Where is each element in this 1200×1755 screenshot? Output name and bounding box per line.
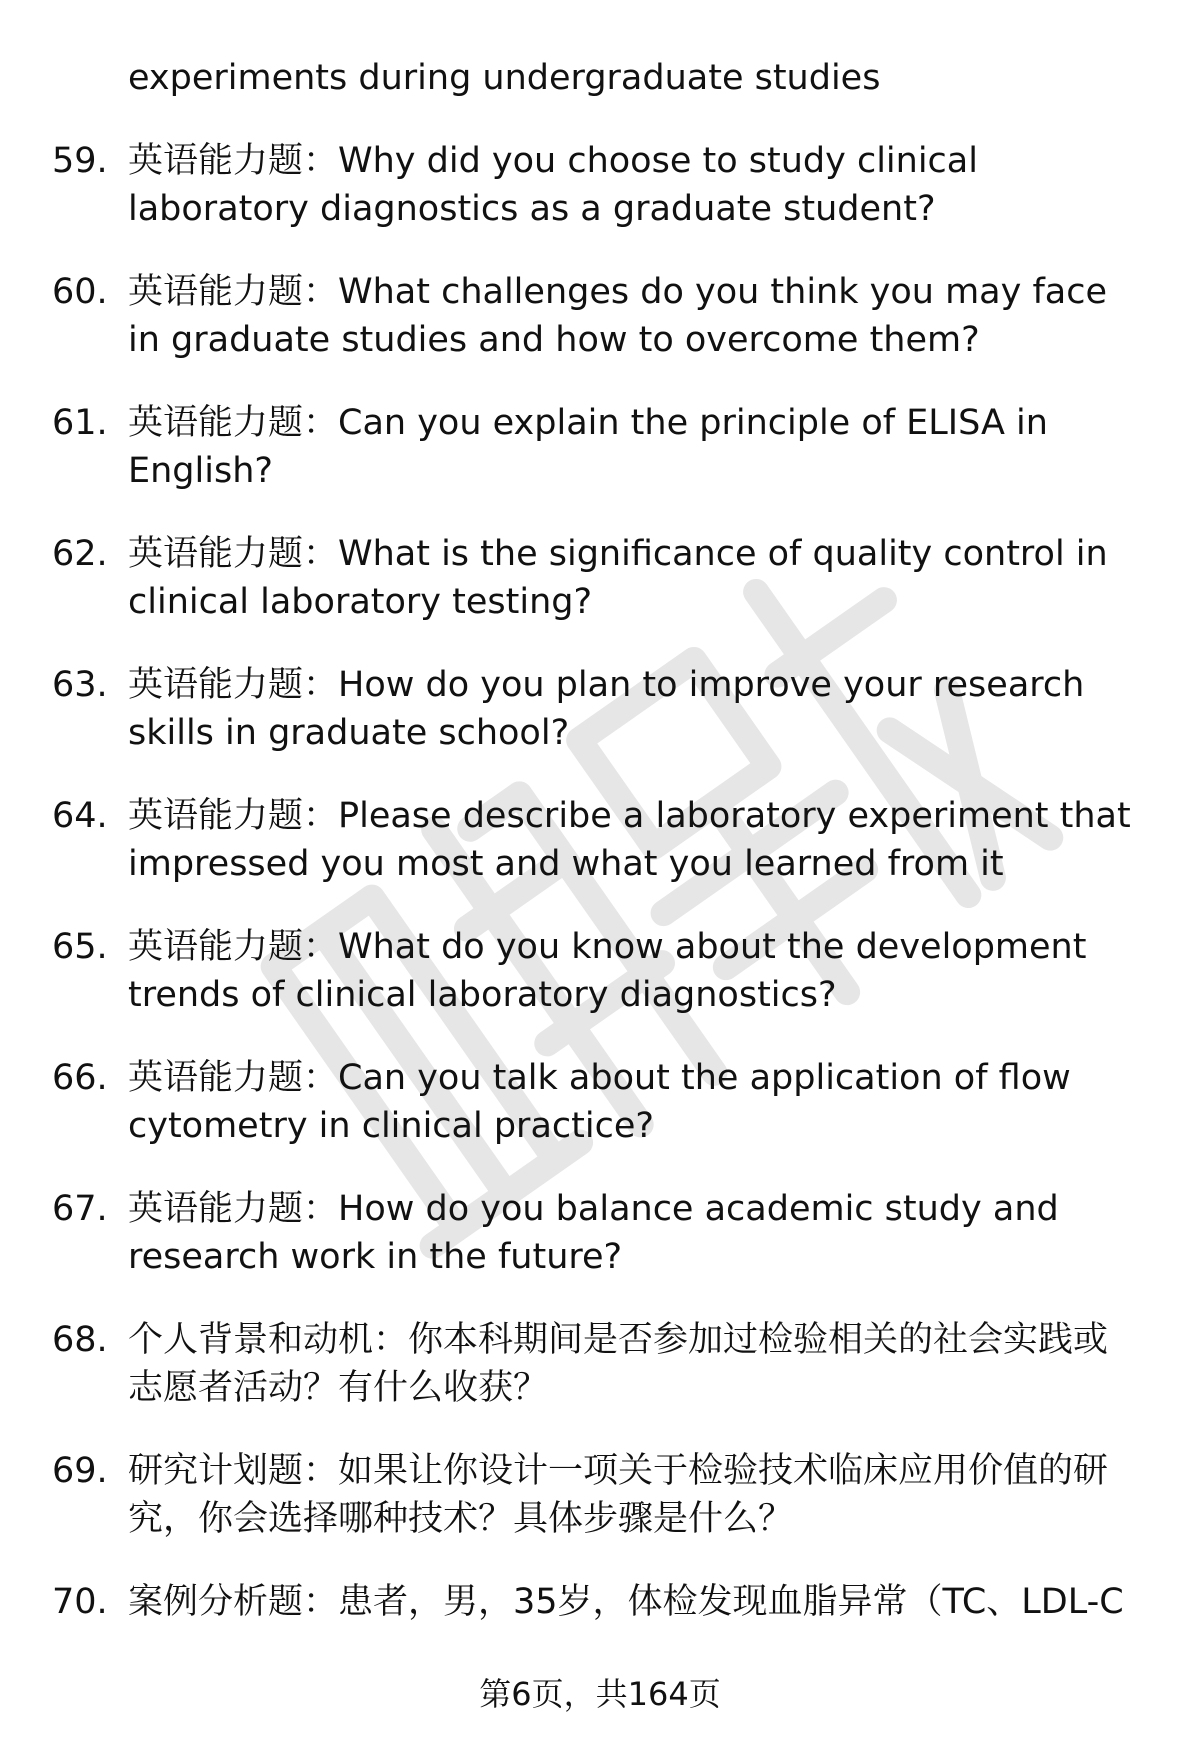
question-text: 案例分析题：患者，男，35岁，体检发现血脂异常（TC、LDL-C	[128, 1582, 1124, 1622]
question-text: 英语能力题：What do you know about the development trends of clinical laboratory diagnostics?	[128, 927, 1087, 1015]
question-item	[0, 1447, 1200, 1543]
question-list	[0, 137, 1200, 1626]
question-number: 70.	[52, 1582, 108, 1622]
question-number: 61.	[52, 403, 108, 443]
page-number-footer: 第6页，共164页	[479, 1675, 721, 1713]
question-text: 英语能力题：What is the significance of quality control in clinical laboratory testing?	[128, 534, 1108, 622]
question-number: 63.	[52, 665, 108, 705]
question-number: 67.	[52, 1189, 108, 1229]
question-number: 62.	[52, 534, 108, 574]
question-text: 英语能力题：Please describe a laboratory experiment that impressed you most and what you learned from it	[128, 796, 1131, 884]
question-text: 研究计划题：如果让你设计一项关于检验技术临床应用价值的研究，你会选择哪种技术？具体步骤是什么？	[128, 1451, 1109, 1539]
question-number: 64.	[52, 796, 108, 836]
question-item	[0, 530, 1200, 626]
question-item	[0, 923, 1200, 1019]
continued-text: experiments during undergraduate studies	[128, 58, 881, 98]
question-item	[0, 1578, 1200, 1626]
question-text: 英语能力题：Can you explain the principle of ELISA in English?	[128, 403, 1048, 491]
question-item	[0, 1316, 1200, 1412]
question-number: 69.	[52, 1451, 108, 1491]
question-number: 66.	[52, 1058, 108, 1098]
question-item	[0, 1185, 1200, 1281]
document-content	[0, 54, 1200, 1626]
question-number: 65.	[52, 927, 108, 967]
question-text: 个人背景和动机：你本科期间是否参加过检验相关的社会实践或志愿者活动？有什么收获？	[128, 1320, 1109, 1408]
question-text: 英语能力题：What challenges do you think you may face in graduate studies and how to overcome them?	[128, 272, 1107, 360]
question-number: 59.	[52, 141, 108, 181]
question-item	[0, 661, 1200, 757]
question-item	[0, 399, 1200, 495]
question-item	[0, 268, 1200, 364]
question-number: 60.	[52, 272, 108, 312]
question-text: 英语能力题：Why did you choose to study clinical laboratory diagnostics as a graduate student?	[128, 141, 978, 229]
question-text: 英语能力题：How do you balance academic study and research work in the future?	[128, 1189, 1059, 1277]
question-item	[0, 792, 1200, 888]
question-item	[0, 137, 1200, 233]
question-text: 英语能力题：Can you talk about the application of flow cytometry in clinical practice?	[128, 1058, 1071, 1146]
question-number: 68.	[52, 1320, 108, 1360]
question-item	[0, 1054, 1200, 1150]
question-text: 英语能力题：How do you plan to improve your research skills in graduate school?	[128, 665, 1085, 753]
